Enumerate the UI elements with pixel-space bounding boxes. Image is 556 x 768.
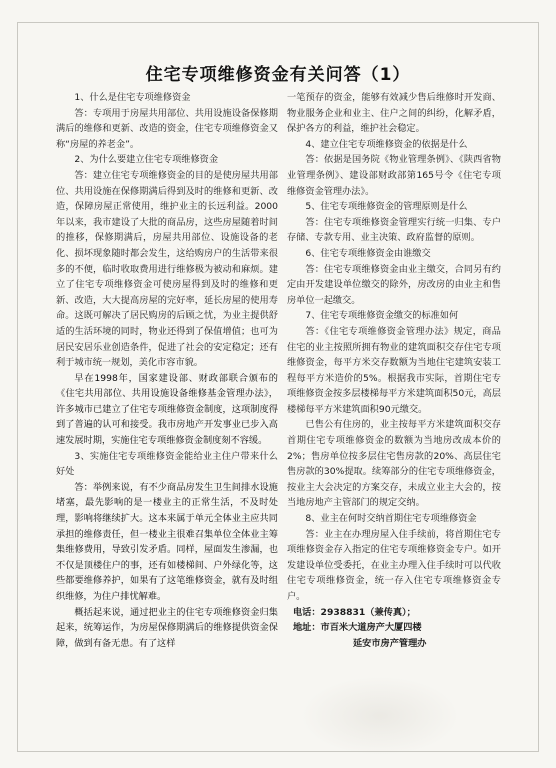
left-column [56, 90, 278, 651]
contact-address: 地址：市百米大道房产大厦四楼 [293, 622, 422, 634]
answer-2-continued: 早在1998年，国家建设部、财政部联合颁布的《住宅共用部位、共用设施设备维修基金管理办法》，许多城市已建立了住宅专项维修资金制度，这项制度得到了普遍的认可和接受。我市房地产开发事业已步入高速发展时期，实施住宅专项维修资金制度刻不容缓。 [56, 372, 278, 447]
answer-4: 答：依据是国务院《物业管理条例》、《陕西省物业管理条例》、建设部财政部第165号令《住宅专项维修资金管理办法》。 [287, 154, 501, 197]
question-3-heading: 3、实施住宅专项维修资金能给业主住户带来什么好处 [56, 450, 278, 478]
answer-3-continued: 一笔预存的资金，能够有效减少售后维修时开发商、物业服务企业和业主、住户之间的纠纷，化解矛盾，保护各方的利益，维护社会稳定。 [287, 92, 501, 135]
contact-organization: 延安市房产管理办 [353, 637, 427, 649]
question-1-heading: 1、什么是住宅专项维修资金 [74, 92, 191, 103]
contact-phone: 电话：2938831（兼传真）； [293, 606, 416, 618]
question-7-heading: 7、住宅专项维修资金缴交的标准如何 [305, 310, 459, 322]
answer-6: 答：住宅专项维修资金由业主缴交，合同另有约定由开发建设单位缴交的除外，房改房的由业主和售房单位一起缴交。 [287, 263, 501, 306]
question-6-heading: 6、住宅专项维修资金由谁缴交 [305, 247, 431, 259]
document-title: 住宅专项维修资金有关问答（1） [145, 65, 411, 85]
right-column [287, 90, 501, 651]
answer-5: 答：住宅专项维修资金管理实行统一归集、专户存储、专款专用、业主决策、政府监督的原则。 [287, 216, 501, 244]
paper-stain [300, 676, 460, 756]
answer-7-continued: 已售公有住房的，业主按每平方米建筑面积交存首期住宅专项维修资金的数额为当地房改成本价的2%；售房单位按多层住宅售房款的20%、高层住宅售房款的30%提取。续筹部分的住宅专项维修资金，按业主大会决定的方案交存，未成立业主大会的，按当地房地产主管部门的规定交纳。 [287, 419, 501, 509]
answer-8: 答：业主在办理房屋入住手续前，将首期住宅专项维修资金存入指定的住宅专项维修资金专户。如开发建设单位受委托，在业主办理入住手续时可以代收住宅专项维修资金，统一存入住宅专项维修资金专户。 [287, 528, 501, 602]
question-5-heading: 5、住宅专项维修资金的管理原则是什么 [305, 201, 468, 213]
answer-3: 答：举例来说，有不少商品房发生卫生间排水设施堵塞，最先影响的是一楼业主的正常生活，不及时处理，影响将继续扩大。这本来属于单元全体业主应共同承担的维修责任，但一楼业主很难召集单位全体业主筹集维修费用，导致引发矛盾。同样，屋面发生渗漏，也不仅是顶楼住户的事，还有如楼梯间、户外绿化等，这些都要维修养护，如果有了这笔维修资金，就有及时组织维修，为住户排忧解难。 [56, 481, 278, 602]
question-2-heading: 2、为什么要建立住宅专项维修资金 [74, 154, 219, 166]
question-4-heading: 4、建立住宅专项维修资金的依据是什么 [305, 138, 468, 150]
answer-7: 答：《住宅专项维修资金管理办法》规定，商品住宅的业主按照所拥有物业的建筑面积交存住宅专项维修资金，每平方米交存数额为当地住宅建筑安装工程每平方米造价的5%。根据我市实际，首期住宅专项维修资金按多层楼梯每平方米建筑面积50元，高层楼梯每平方米建筑面积90元缴交。 [287, 325, 501, 415]
answer-1: 答：专项用于房屋共用部位、共用设施设备保修期满后的维修和更新、改造的资金，住宅专项维修资金又称“房屋的养老金”。 [56, 107, 278, 150]
answer-3-summary: 概括起来说，通过把业主的住宅专项维修资金归集起来，统筹运作，为房屋保修期满后的维修提供资金保障，做到有备无患。有了这样 [56, 606, 278, 649]
question-8-heading: 8、业主在何时交纳首期住宅专项维修资金 [305, 513, 477, 525]
answer-2: 答：建立住宅专项维修资金的目的是使房屋共用部位、共用设施在保修期满后得到及时的维修和更新、改造，保障房屋正常使用，维护业主的长远利益。2000年以来，我市建设了大批的商品房，这些房屋随着时间的推移，保修期满后，房屋共用部位、设施设备的老化、损坏现象随时都会发生，这给购房户的生活带来很多的不便，临时收取费用进行维修极为被动和麻烦。建立了住宅专项维修资金可使房屋得到及时的维修和更新、改造，大大提高房屋的完好率，延长房屋的使用寿命。这既可解决了居民购房的后顾之忧，为业主提供舒适的生活环境的同时，物业还得到了保值增值；也可为居民安居乐业创造条件，促进了社会的安定稳定；还有利于城市统一规划，美化市容市貌。 [56, 169, 278, 369]
